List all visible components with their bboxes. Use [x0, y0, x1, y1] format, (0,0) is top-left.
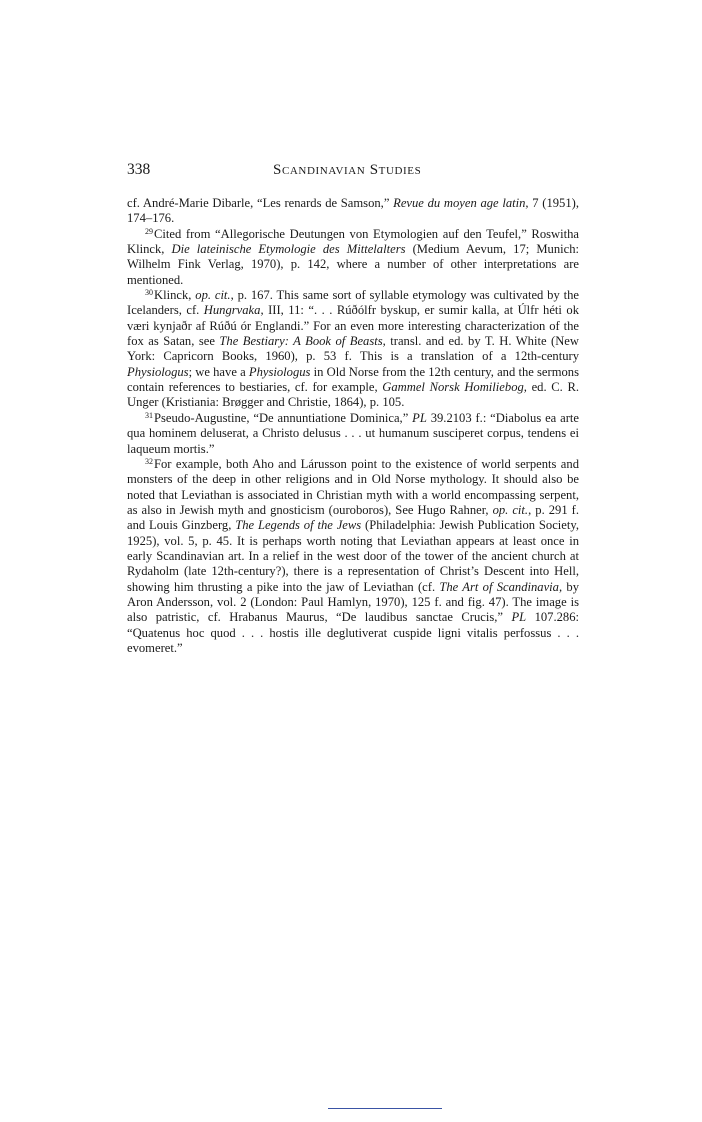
italic-title: op. cit.	[492, 502, 529, 517]
italic-title: Die lateinische Etymologie des Mittelalters	[171, 242, 406, 257]
italic-title: The Art of Scandinavia,	[439, 579, 563, 594]
italic-title: PL	[412, 410, 427, 425]
footnote-text: cf. André-Marie Dibarle, “Les renards de Samson,”	[127, 196, 394, 210]
bottom-rule	[328, 1108, 442, 1109]
footnote-29	[127, 227, 579, 288]
footnote-number: 29	[145, 226, 153, 236]
running-head: Scandinavian Studies	[273, 162, 422, 178]
footnote-text: (Medium Aevum, 17; Munich: Wilhelm Fink Verlag, 1970), p. 142, where a number of other interpretations are mentioned.	[127, 242, 579, 287]
footnote-text: 7 (1951), 174–176.	[127, 196, 579, 226]
italic-title: Gammel Norsk Homiliebog,	[382, 380, 527, 395]
page-header	[127, 160, 579, 180]
footnotes	[127, 196, 579, 656]
footnote-text: , p. 167. This same sort of syllable etymology was cultivated by the Icelanders, cf.	[127, 288, 579, 318]
italic-title: Hungrvaka,	[203, 303, 264, 318]
footnote-text: , p. 291 f. and Louis Ginzberg,	[127, 502, 579, 533]
footnote-number: 32	[145, 456, 153, 466]
footnote-text: by Aron Andersson, vol. 2 (London: Paul Hamlyn, 1970), 125 f. and fig. 47). The image is also patristic, cf. Hrabanus Maurus, “De laudibus sanctae Crucis,”	[127, 579, 579, 625]
italic-title: Revue du moyen age latin,	[393, 196, 529, 210]
footnote-text: transl. and ed. by T. H. White (New York: Capricorn Books, 1960), p. 53 f. This is a translation of a 12th-century	[127, 334, 579, 364]
italic-title: The Legends of the Jews	[235, 518, 362, 533]
footnote-text: III, 11: “. . . Rúðólfr byskup, er sumir kalla, at Úlfr héti ok væri kynjaðr af Rúðú ór Englandi.” For an even more interesting characterization of the fox as Satan, see	[127, 303, 579, 349]
italic-title: op. cit.	[195, 288, 231, 303]
page-number: 338	[127, 161, 151, 178]
footnote-text: Klinck,	[154, 288, 196, 303]
footnote-text: (Philadelphia: Jewish Publication Society, 1925), vol. 5, p. 45. It is perhaps worth noting that Leviathan appears at least once in early Scandinavian art. In a relief in the west door of the tower of the ancient church at Rydaholm (late 12th-century?), there is a representation of Christ’s Descent into Hell, showing him thrusting a pike into the jaw of Leviathan (cf.	[127, 518, 579, 594]
footnote-text: 107.286: “Quatenus hoc quod . . . hostis ille deglutiverat cuspide ligni vitalis perfossus . . . evomeret.”	[127, 610, 580, 655]
italic-title: The Bestiary: A Book of Beasts,	[219, 334, 386, 349]
footnote-continuation	[127, 196, 579, 227]
footnote-number: 30	[145, 288, 153, 298]
italic-title: Physiologus	[248, 364, 311, 379]
footnote-text: Cited from “Allegorische Deutungen von Etymologien auf den Teufel,” Roswitha Klinck,	[127, 226, 579, 257]
footnote-32	[127, 457, 579, 656]
footnote-text: ; we have a	[188, 364, 249, 379]
footnote-31	[127, 411, 579, 457]
footnote-number: 31	[145, 410, 153, 420]
footnote-text: in Old Norse from the 12th century, and the sermons contain references to bestiaries, cf. for example,	[127, 364, 580, 395]
footnote-text: ed. C. R. Unger (Kristiania: Brøgger and Christie, 1864), p. 105.	[127, 380, 580, 410]
footnote-text: For example, both Aho and Lárusson point to the existence of world serpents and monsters of the deep in other religions and in Old Norse mythology. It should also be noted that Leviathan is associated in Christian myth with a world encompassing serpent, as also in Jewish myth and gnosticism (ouroboros), See Hugo Rahner,	[127, 456, 579, 517]
footnote-text: Pseudo-Augustine, “De annuntiatione Dominica,”	[154, 410, 413, 425]
footnote-text: 39.2103 f.: “Diabolus ea arte qua hominem deluserat, a Christo delusus . . . ut humanum susciperet corpus, tendens ei laqueum mortis.”	[127, 410, 579, 456]
italic-title: PL	[511, 610, 527, 625]
italic-title: Physiologus	[127, 364, 189, 379]
footnote-30	[127, 288, 579, 411]
